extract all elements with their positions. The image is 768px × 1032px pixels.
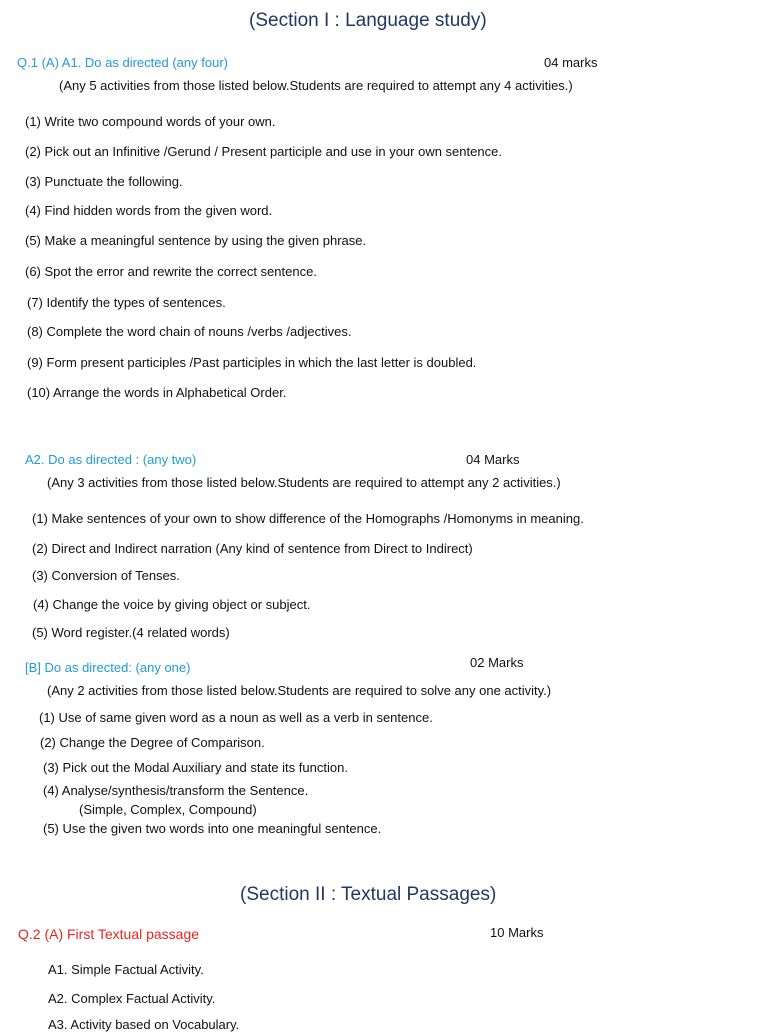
q1-item: (5) Make a meaningful sentence by using the given phrase. (25, 233, 367, 248)
q1-item: (3) Punctuate the following. (25, 174, 183, 189)
q1-item: (9) Form present participles /Past participles in which the last letter is doubled. (27, 355, 477, 370)
q1-item: (4) Find hidden words from the given word. (25, 203, 273, 218)
b-item: (3) Pick out the Modal Auxiliary and state its function. (43, 760, 348, 775)
b-item-sub: (Simple, Complex, Compound) (79, 802, 257, 817)
a2-item: (4) Change the voice by giving object or subject. (33, 597, 311, 612)
a2-note: (Any 3 activities from those listed below.Students are required to attempt any 2 activities.) (47, 475, 561, 490)
q2-item: A1. Simple Factual Activity. (48, 962, 204, 977)
b-heading: [B] Do as directed: (any one) (25, 660, 191, 675)
section-1-title: (Section I : Language study) (249, 10, 487, 31)
b-item: (4) Analyse/synthesis/transform the Sentence. (43, 783, 309, 798)
a2-item: (3) Conversion of Tenses. (32, 568, 180, 583)
q2-item: A2. Complex Factual Activity. (48, 991, 216, 1006)
section-2-title: (Section II : Textual Passages) (240, 884, 497, 905)
a2-item: (2) Direct and Indirect narration (Any kind of sentence from Direct to Indirect) (32, 541, 473, 556)
q1-item: (10) Arrange the words in Alphabetical Order. (27, 385, 287, 400)
q1-note: (Any 5 activities from those listed below.Students are required to attempt any 4 activities.) (59, 78, 573, 93)
q1-item: (2) Pick out an Infinitive /Gerund / Present participle and use in your own sentence. (25, 144, 502, 159)
b-marks: 02 Marks (470, 655, 524, 670)
a2-item: (5) Word register.(4 related words) (32, 625, 230, 640)
a2-heading: A2. Do as directed : (any two) (25, 452, 197, 467)
b-item: (5) Use the given two words into one meaningful sentence. (43, 821, 382, 836)
b-note: (Any 2 activities from those listed below.Students are required to solve any one activity.) (47, 683, 552, 698)
q2-item: A3. Activity based on Vocabulary. (48, 1017, 240, 1032)
q1-heading: Q.1 (A) A1. Do as directed (any four) (17, 55, 228, 70)
q2-heading: Q.2 (A) First Textual passage (18, 926, 200, 942)
q1-marks: 04 marks (544, 55, 598, 70)
q1-item: (1) Write two compound words of your own. (25, 114, 276, 129)
q2-marks: 10 Marks (490, 925, 544, 940)
q1-item: (7) Identify the types of sentences. (27, 295, 226, 310)
b-item: (2) Change the Degree of Comparison. (40, 735, 265, 750)
a2-item: (1) Make sentences of your own to show difference of the Homographs /Homonyms in meaning. (32, 511, 584, 526)
q1-item: (8) Complete the word chain of nouns /verbs /adjectives. (27, 324, 352, 339)
q1-item: (6) Spot the error and rewrite the correct sentence. (25, 264, 317, 279)
b-item: (1) Use of same given word as a noun as well as a verb in sentence. (39, 710, 433, 725)
a2-marks: 04 Marks (466, 452, 520, 467)
